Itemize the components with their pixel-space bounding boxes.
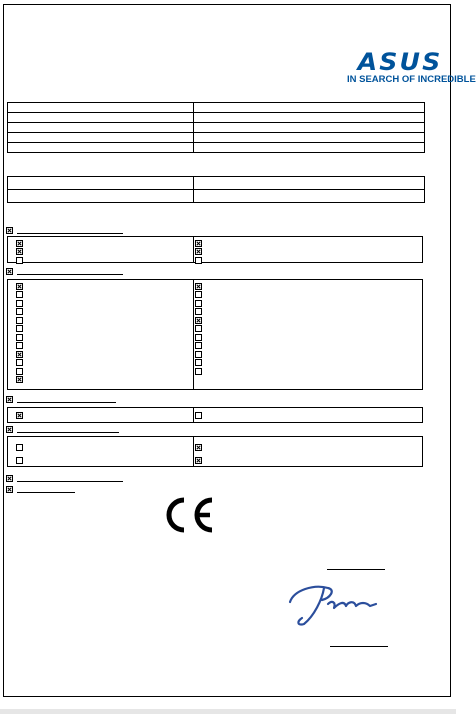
checkbox-row <box>195 411 202 420</box>
checkbox-row <box>195 454 202 467</box>
unchecked-checkbox[interactable] <box>16 334 23 341</box>
signature-line <box>330 646 388 647</box>
table-row <box>8 103 425 113</box>
checked-checkbox[interactable] <box>195 317 202 324</box>
unchecked-checkbox[interactable] <box>16 342 23 349</box>
unchecked-checkbox[interactable] <box>195 325 202 332</box>
unchecked-checkbox[interactable] <box>195 334 202 341</box>
section-1-right-column <box>195 239 202 265</box>
section-1-heading <box>6 226 123 234</box>
section-2-left-column <box>16 282 23 384</box>
asus-logo <box>347 48 476 85</box>
unchecked-checkbox[interactable] <box>195 257 202 264</box>
section-1-checkbox[interactable] <box>6 227 13 234</box>
section-4-checkbox[interactable] <box>6 426 13 433</box>
checked-checkbox[interactable] <box>195 444 202 451</box>
unchecked-checkbox[interactable] <box>16 457 23 464</box>
table-row <box>8 177 425 190</box>
checkbox-row <box>195 248 202 257</box>
checkbox-row <box>16 299 23 308</box>
checkbox-row <box>16 291 23 300</box>
checkbox-row <box>16 359 23 368</box>
section-3-box <box>7 407 423 423</box>
unchecked-checkbox[interactable] <box>195 308 202 315</box>
section-6-checkbox[interactable] <box>6 486 13 493</box>
unchecked-checkbox[interactable] <box>195 412 202 419</box>
checkbox-row <box>16 256 23 265</box>
checkbox-row <box>16 367 23 376</box>
logo-brand: ASUS <box>357 48 443 76</box>
table-row <box>8 123 425 133</box>
unchecked-checkbox[interactable] <box>16 368 23 375</box>
unchecked-checkbox[interactable] <box>16 359 23 366</box>
table-row <box>8 113 425 123</box>
section-3-heading <box>6 395 116 403</box>
checkbox-row <box>195 282 202 291</box>
checked-checkbox[interactable] <box>195 283 202 290</box>
unchecked-checkbox[interactable] <box>16 317 23 324</box>
checkbox-row <box>16 248 23 257</box>
checkbox-row <box>16 239 23 248</box>
page-footer-bar <box>0 709 456 714</box>
section-3-right-column <box>195 411 202 420</box>
checkbox-row <box>195 367 202 376</box>
section-5-heading <box>6 474 123 482</box>
checkbox-row <box>195 359 202 368</box>
section-2-checkbox[interactable] <box>6 268 13 275</box>
section-1-box <box>7 236 423 263</box>
unchecked-checkbox[interactable] <box>195 300 202 307</box>
section-2-box <box>7 279 423 390</box>
checkbox-row <box>16 342 23 351</box>
checkbox-row <box>195 299 202 308</box>
section-1-left-column <box>16 239 23 265</box>
unchecked-checkbox[interactable] <box>16 291 23 298</box>
checkbox-row <box>195 316 202 325</box>
section-2-heading <box>6 267 123 275</box>
unchecked-checkbox[interactable] <box>16 300 23 307</box>
unchecked-checkbox[interactable] <box>195 291 202 298</box>
checkbox-row <box>195 291 202 300</box>
logo-tagline: IN SEARCH OF INCREDIBLE <box>347 74 476 85</box>
checkbox-row <box>16 350 23 359</box>
checked-checkbox[interactable] <box>195 457 202 464</box>
checkbox-row <box>16 441 23 454</box>
section-4-box <box>7 436 423 467</box>
checked-checkbox[interactable] <box>195 240 202 247</box>
checkbox-row <box>195 333 202 342</box>
checkbox-row <box>195 256 202 265</box>
unchecked-checkbox[interactable] <box>195 368 202 375</box>
checkbox-row <box>16 316 23 325</box>
checkbox-row <box>16 308 23 317</box>
signature-image <box>284 578 384 628</box>
unchecked-checkbox[interactable] <box>16 325 23 332</box>
checked-checkbox[interactable] <box>16 240 23 247</box>
section-4-left-column <box>16 441 23 467</box>
section-2-right-column <box>195 282 202 376</box>
checkbox-row <box>195 350 202 359</box>
unchecked-checkbox[interactable] <box>195 342 202 349</box>
table-row <box>8 190 425 203</box>
section-6-heading <box>6 485 75 493</box>
checkbox-row <box>195 342 202 351</box>
info-table-2 <box>7 176 425 203</box>
date-line <box>327 569 385 570</box>
checked-checkbox[interactable] <box>16 248 23 255</box>
checkbox-row <box>195 441 202 454</box>
checkbox-row <box>195 325 202 334</box>
section-5-checkbox[interactable] <box>6 475 13 482</box>
table-row <box>8 143 425 153</box>
checked-checkbox[interactable] <box>16 412 23 419</box>
ce-mark-icon <box>160 497 216 533</box>
unchecked-checkbox[interactable] <box>195 351 202 358</box>
checkbox-row <box>16 376 23 385</box>
checked-checkbox[interactable] <box>16 376 23 383</box>
checkbox-row <box>195 308 202 317</box>
unchecked-checkbox[interactable] <box>16 257 23 264</box>
section-3-checkbox[interactable] <box>6 396 13 403</box>
table-row <box>8 133 425 143</box>
checkbox-row <box>16 454 23 467</box>
section-3-left-column <box>16 411 23 420</box>
checkbox-row <box>195 239 202 248</box>
unchecked-checkbox[interactable] <box>16 444 23 451</box>
section-4-right-column <box>195 441 202 467</box>
checkbox-row <box>16 282 23 291</box>
checked-checkbox[interactable] <box>195 248 202 255</box>
section-4-heading <box>6 425 119 433</box>
unchecked-checkbox[interactable] <box>195 359 202 366</box>
info-table-1 <box>7 102 425 153</box>
checkbox-row <box>16 333 23 342</box>
checked-checkbox[interactable] <box>16 351 23 358</box>
checked-checkbox[interactable] <box>16 283 23 290</box>
checkbox-row <box>16 325 23 334</box>
unchecked-checkbox[interactable] <box>16 308 23 315</box>
checkbox-row <box>16 411 23 420</box>
